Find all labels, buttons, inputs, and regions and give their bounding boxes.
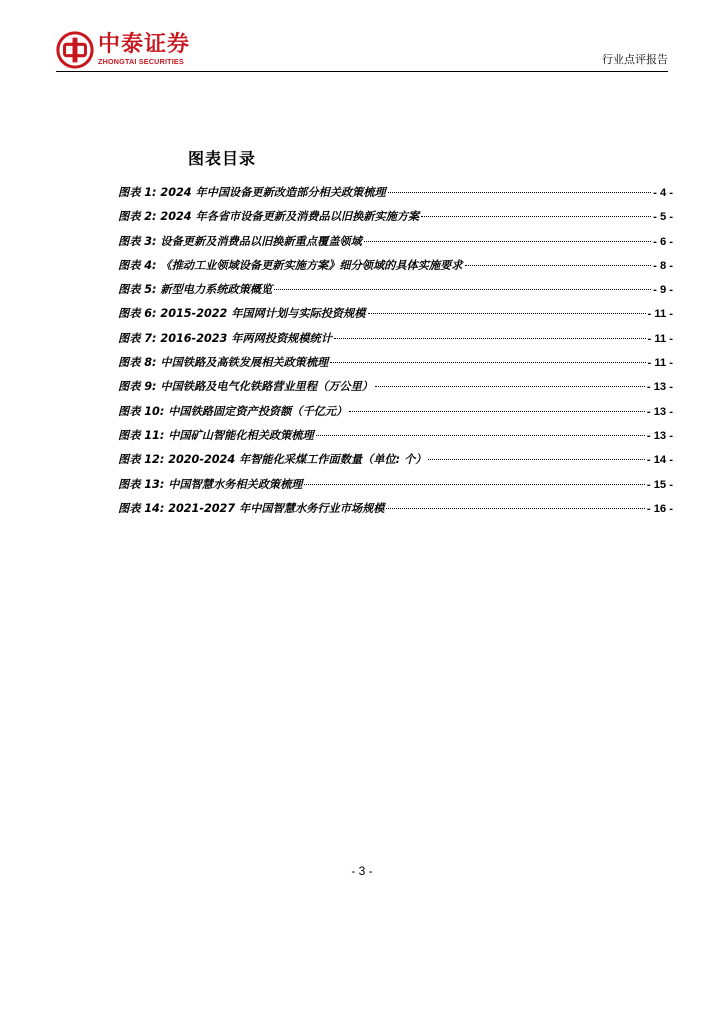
- header-divider: [56, 71, 668, 72]
- toc-entry-page: - 15 -: [646, 478, 673, 491]
- dot-leader: [388, 192, 651, 193]
- toc-entry-label: 图表 13: 中国智慧水务相关政策梳理: [118, 477, 303, 491]
- toc-entry-page: - 14 -: [646, 454, 673, 467]
- zhongtai-logo-icon: [56, 31, 94, 69]
- toc-entry[interactable]: [118, 281, 673, 305]
- dot-leader: [421, 216, 651, 217]
- toc-entry-label: 图表 2: 2024 年各省市设备更新及消费品以旧换新实施方案: [118, 210, 420, 224]
- toc-entry-page: - 13 -: [646, 381, 673, 394]
- dot-leader: [375, 386, 645, 387]
- dot-leader: [316, 435, 645, 436]
- toc-entry-label: 图表 7: 2016-2023 年两网投资规模统计: [118, 331, 332, 345]
- toc-entry-page: - 4 -: [653, 187, 673, 199]
- toc-entry[interactable]: [118, 208, 673, 232]
- company-logo: [56, 30, 190, 70]
- toc-entry-page: - 11 -: [647, 332, 673, 345]
- toc-entry-page: - 6 -: [653, 235, 673, 248]
- toc-entry-label: 图表 3: 设备更新及消费品以旧换新重点覆盖领域: [118, 234, 362, 248]
- toc-entry[interactable]: [118, 378, 673, 402]
- toc-entry[interactable]: [118, 257, 673, 281]
- logo-english-name: ZHONGTAI SECURITIES: [98, 57, 184, 66]
- toc-entry-label: 图表 5: 新型电力系统政策概览: [118, 283, 273, 297]
- toc-entry[interactable]: [118, 305, 673, 329]
- toc-entry[interactable]: [118, 476, 673, 500]
- toc-title: 图表目录: [188, 149, 257, 168]
- toc-entry-page: - 11 -: [647, 357, 673, 370]
- toc-entry-page: - 9 -: [653, 284, 673, 297]
- toc-entry-label: 图表 10: 中国铁路固定资产投资额（千亿元）: [118, 404, 348, 418]
- toc-entry-label: 图表 6: 2015-2022 年国网计划与实际投资规模: [118, 307, 366, 321]
- toc-entry[interactable]: [118, 451, 673, 475]
- dot-leader: [334, 338, 646, 339]
- toc-entry[interactable]: [118, 427, 673, 451]
- toc-entry-page: - 13 -: [646, 429, 673, 442]
- toc-entry-label: 图表 12: 2020-2024 年智能化采煤工作面数量（单位: 个）: [118, 453, 427, 467]
- toc-entry-page: - 13 -: [646, 405, 673, 418]
- toc-entry-label: 图表 9: 中国铁路及电气化铁路营业里程（万公里）: [118, 380, 373, 394]
- toc-entry[interactable]: [118, 500, 673, 524]
- toc-entry-label: 图表 14: 2021-2027 年中国智慧水务行业市场规模: [118, 501, 385, 515]
- toc-entry-label: 图表 8: 中国铁路及高铁发展相关政策梳理: [118, 356, 329, 370]
- toc-entry[interactable]: [118, 184, 673, 208]
- dot-leader: [349, 411, 645, 412]
- report-type-label: 行业点评报告: [602, 53, 668, 66]
- toc-entry-page: - 8 -: [653, 259, 673, 272]
- toc-entry-label: 图表 11: 中国矿山智能化相关政策梳理: [118, 428, 314, 442]
- toc-entry[interactable]: [118, 354, 673, 378]
- figure-table-of-contents: [118, 184, 673, 524]
- dot-leader: [364, 241, 651, 242]
- toc-entry-label: 图表 4: 《推动工业领域设备更新实施方案》细分领域的具体实施要求: [118, 258, 463, 272]
- toc-entry[interactable]: [118, 403, 673, 427]
- logo-chinese-name: 中泰证券: [98, 32, 191, 57]
- dot-leader: [304, 484, 644, 485]
- toc-entry-page: - 16 -: [646, 502, 673, 515]
- dot-leader: [428, 459, 644, 460]
- toc-entry[interactable]: [118, 233, 673, 257]
- dot-leader: [368, 313, 646, 314]
- dot-leader: [330, 362, 645, 363]
- toc-entry[interactable]: [118, 330, 673, 354]
- dot-leader: [274, 289, 651, 290]
- dot-leader: [386, 508, 644, 509]
- toc-entry-label: 图表 1: 2024 年中国设备更新改造部分相关政策梳理: [118, 186, 386, 199]
- page-number: - 3 -: [351, 864, 373, 878]
- toc-entry-page: - 5 -: [653, 211, 673, 224]
- dot-leader: [465, 265, 652, 266]
- toc-entry-page: - 11 -: [647, 308, 673, 321]
